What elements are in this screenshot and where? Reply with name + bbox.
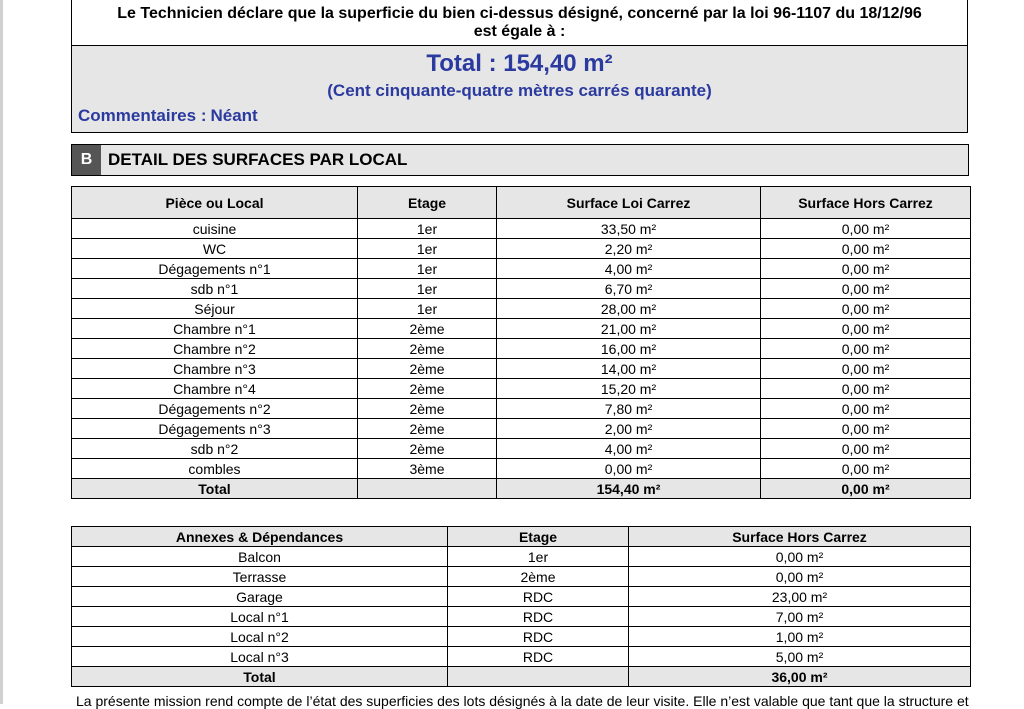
table-cell: 21,00 m² — [497, 319, 761, 339]
table-cell: 6,70 m² — [497, 279, 761, 299]
total-row — [72, 479, 971, 499]
table-header-row — [72, 187, 971, 219]
footer-text: La présente mission rend compte de l’état des superficies des lots désignés à la date de leur visite. Elle n’est valable que tant que la structure et — [76, 693, 969, 709]
total-cell: 154,40 m² — [497, 479, 761, 499]
total-cell — [448, 667, 629, 687]
total-cell: Total — [72, 667, 448, 687]
table-row — [72, 439, 971, 459]
table-cell: 2ème — [358, 399, 497, 419]
table-cell: 0,00 m² — [761, 319, 971, 339]
column-header: Etage — [448, 527, 629, 547]
table-cell: 0,00 m² — [761, 299, 971, 319]
table-cell: RDC — [448, 587, 629, 607]
column-header: Surface Hors Carrez — [629, 527, 971, 547]
table-cell: WC — [72, 239, 358, 259]
table-row — [72, 339, 971, 359]
table-cell: 0,00 m² — [761, 239, 971, 259]
table-row — [72, 219, 971, 239]
table-cell: 2ème — [358, 439, 497, 459]
table-cell: 1er — [358, 239, 497, 259]
annexes-table — [71, 526, 971, 687]
table-cell: Terrasse — [72, 567, 448, 587]
column-header: Surface Hors Carrez — [761, 187, 971, 219]
total-cell: 36,00 m² — [629, 667, 971, 687]
table-cell: 28,00 m² — [497, 299, 761, 319]
column-header: Annexes & Dépendances — [72, 527, 448, 547]
table-cell: sdb n°2 — [72, 439, 358, 459]
table-cell: 0,00 m² — [761, 439, 971, 459]
table-cell: 1er — [358, 259, 497, 279]
table-cell: Dégagements n°1 — [72, 259, 358, 279]
total-cell — [358, 479, 497, 499]
table-row — [72, 399, 971, 419]
total-cell: 0,00 m² — [761, 479, 971, 499]
table-cell: 4,00 m² — [497, 259, 761, 279]
table-cell: Séjour — [72, 299, 358, 319]
table-row — [72, 627, 971, 647]
comments — [78, 106, 967, 126]
surfaces-table — [71, 186, 971, 499]
table-cell: 1er — [358, 279, 497, 299]
table-cell: 0,00 m² — [761, 399, 971, 419]
declaration — [72, 0, 967, 46]
table-row — [72, 419, 971, 439]
table-cell: Chambre n°2 — [72, 339, 358, 359]
table-cell: 0,00 m² — [761, 419, 971, 439]
table-cell: 2,20 m² — [497, 239, 761, 259]
table-cell: Chambre n°1 — [72, 319, 358, 339]
table-cell: Local n°3 — [72, 647, 448, 667]
table-cell: 16,00 m² — [497, 339, 761, 359]
total-surface: Total : 154,40 m² — [426, 50, 613, 77]
table-cell: 2ème — [358, 379, 497, 399]
table-cell: 7,00 m² — [629, 607, 971, 627]
table-cell: 0,00 m² — [629, 567, 971, 587]
table-cell: 23,00 m² — [629, 587, 971, 607]
table-row — [72, 259, 971, 279]
table-cell: 0,00 m² — [761, 359, 971, 379]
table-cell: 1,00 m² — [629, 627, 971, 647]
table-cell: 0,00 m² — [761, 339, 971, 359]
table-cell: Balcon — [72, 547, 448, 567]
column-header: Pièce ou Local — [72, 187, 358, 219]
table-row — [72, 459, 971, 479]
table-cell: 0,00 m² — [761, 259, 971, 279]
table-cell: RDC — [448, 627, 629, 647]
table-cell: 0,00 m² — [761, 379, 971, 399]
table-cell: Chambre n°3 — [72, 359, 358, 379]
table-cell: 1er — [448, 547, 629, 567]
total-surface-words: (Cent cinquante-quatre mètres carrés quarante) — [327, 81, 712, 100]
table-cell: 2ème — [358, 359, 497, 379]
table-cell: 33,50 m² — [497, 219, 761, 239]
column-header: Etage — [358, 187, 497, 219]
table-header-row — [72, 527, 971, 547]
table-cell: 0,00 m² — [497, 459, 761, 479]
table-row — [72, 359, 971, 379]
table-cell: cuisine — [72, 219, 358, 239]
comments-value: Néant — [210, 106, 258, 125]
total-row — [72, 667, 971, 687]
table-cell: 0,00 m² — [761, 219, 971, 239]
table-row — [72, 547, 971, 567]
table-cell: 2ème — [358, 319, 497, 339]
table-cell: RDC — [448, 607, 629, 627]
table-row — [72, 319, 971, 339]
table-cell: 0,00 m² — [761, 279, 971, 299]
table-cell: 2ème — [448, 567, 629, 587]
table-cell: combles — [72, 459, 358, 479]
table-cell: 1er — [358, 299, 497, 319]
table-cell: 2ème — [358, 419, 497, 439]
table-cell: 0,00 m² — [761, 459, 971, 479]
table-cell: Local n°2 — [72, 627, 448, 647]
table-cell: 1er — [358, 219, 497, 239]
section-header — [71, 144, 969, 176]
section-letter: B — [72, 145, 101, 175]
table-cell: 4,00 m² — [497, 439, 761, 459]
comments-label: Commentaires : — [78, 106, 207, 125]
table-cell: 5,00 m² — [629, 647, 971, 667]
table-cell: 2,00 m² — [497, 419, 761, 439]
table-row — [72, 299, 971, 319]
table-cell: RDC — [448, 647, 629, 667]
table-cell: 15,20 m² — [497, 379, 761, 399]
table-row — [72, 587, 971, 607]
table-cell: Garage — [72, 587, 448, 607]
table-cell: sdb n°1 — [72, 279, 358, 299]
table-cell: Dégagements n°3 — [72, 419, 358, 439]
column-header: Surface Loi Carrez — [497, 187, 761, 219]
table-cell: Local n°1 — [72, 607, 448, 627]
table-cell: Dégagements n°2 — [72, 399, 358, 419]
table-cell: 0,00 m² — [629, 547, 971, 567]
table-row — [72, 567, 971, 587]
table-row — [72, 607, 971, 627]
table-row — [72, 279, 971, 299]
section-title: DETAIL DES SURFACES PAR LOCAL — [108, 150, 408, 169]
table-cell: 7,80 m² — [497, 399, 761, 419]
declaration-line-2: est égale à : — [473, 23, 566, 40]
total-cell: Total — [72, 479, 358, 499]
total-surface-box — [71, 0, 968, 133]
page-edge — [0, 0, 3, 704]
table-row — [72, 379, 971, 399]
table-row — [72, 647, 971, 667]
table-cell: 14,00 m² — [497, 359, 761, 379]
table-cell: 3ème — [358, 459, 497, 479]
table-cell: 2ème — [358, 339, 497, 359]
table-cell: Chambre n°4 — [72, 379, 358, 399]
table-row — [72, 239, 971, 259]
declaration-line-1: Le Technicien déclare que la superficie du bien ci-dessus désigné, concerné par la loi 96-1107 du 18/12/96 — [117, 5, 922, 22]
